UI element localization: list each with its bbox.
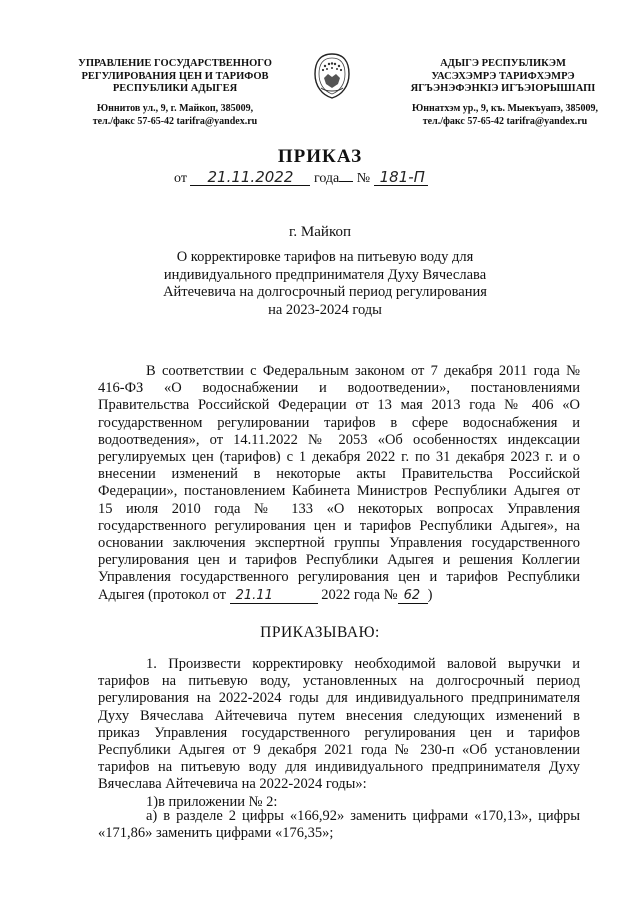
preamble-line: внесении изменений в некоторые акты Правительства Российской — [98, 466, 580, 483]
preamble-line: Правительства Российской Федерации от 13 мая 2013 года № 406 «О — [98, 397, 580, 414]
item-1-line: 1. Произвести корректировку необходимой валовой выручки и — [146, 656, 580, 672]
item-1a-paragraph — [98, 808, 580, 842]
header-right-org-line: АДЫГЭ РЕСПУБЛИКЭМ — [440, 58, 566, 69]
preamble-line: Федерации», постановлением Кабинета Министров Республики Адыгея от — [98, 483, 580, 500]
year-label: года — [313, 171, 340, 186]
preamble-line: Управления государственного регулирования цен и тарифов Республики — [98, 569, 580, 586]
header-right-org-line: ЯГЪЭНЭФЭНКІЭ ИГЪЭІОРЫШІАПІ — [410, 83, 596, 94]
header-left-org-line: РЕГУЛИРОВАНИЯ ЦЕН И ТАРИФОВ — [81, 70, 269, 82]
order-date-number-line — [174, 170, 428, 187]
header-right-org-line: УАСЭХЭМРЭ ТАРИФХЭМРЭ — [431, 70, 575, 82]
protocol-mid: 2022 года № — [321, 586, 398, 603]
item-1-line: приказ Управления государственного регулирования цен и тарифов — [98, 724, 580, 741]
preamble-line: 416-ФЗ «О водоснабжении и водоотведении», постановлениями — [98, 380, 580, 397]
from-label: от — [174, 171, 187, 186]
header-left-org-line: УПРАВЛЕНИЕ ГОСУДАРСТВЕННОГО — [78, 58, 272, 69]
item-1-line: Республики Адыгея от 9 декабря 2021 года № 230-п «Об установлении — [98, 742, 580, 759]
city: г. Майкоп — [288, 224, 352, 240]
item-1-line: Духу Вячеслава Айтечевича путем внесения следующих изменений в — [98, 707, 580, 724]
item-1-paragraph — [98, 656, 580, 811]
preamble-line: основании заключения экспертной группы Управления государственного — [98, 535, 580, 552]
preamble-line: 15 июля 2010 года № 133 «О некоторых вопросах Управления — [98, 500, 580, 517]
protocol-suffix: ) — [427, 586, 433, 603]
header-right-address-line: Юннатхэм ур., 9, къ. Мыекъуапэ, 385009, — [411, 103, 599, 114]
header-right-address-line: тел./факс 57-65-42 tarifra@yandex.ru — [422, 115, 588, 127]
subject-line: на 2023-2024 годы — [268, 301, 382, 318]
handwritten-protocol-number: 62 — [398, 588, 428, 604]
preamble-line: водоотведения», от 14.11.2022 № 2053 «Об особенностях индексации — [98, 431, 580, 448]
subject-line: индивидуального предпринимателя Духу Вячеслава — [163, 266, 487, 283]
header-left-address — [60, 103, 290, 128]
number-label: № — [356, 171, 371, 186]
handwritten-date: 21.11.2022 — [190, 170, 310, 186]
header-left-org — [60, 58, 290, 96]
header-left-org-line: РЕСПУБЛИКИ АДЫГЕЯ — [112, 83, 238, 94]
item-1-line: Вячеслава Айтечевича на 2022-2024 годы»: — [98, 776, 367, 793]
subject-line: Айтечевича на долгосрочный период регулирования — [163, 284, 487, 300]
item-1-subpoint: 1)в приложении № 2: — [146, 793, 278, 810]
preamble-line: В соответствии с Федеральным законом от 7 декабря 2011 года № — [146, 363, 580, 379]
preamble-line: государственного регулирования цен и тарифов Республики Адыгея», на — [98, 517, 580, 534]
item-1a-line: а) в разделе 2 цифры «166,92» заменить цифрами «170,13», цифры — [146, 808, 580, 824]
document-title: ПРИКАЗ — [277, 146, 363, 167]
header-left-address-line: тел./факс 57-65-42 tarifra@yandex.ru — [92, 115, 258, 127]
preamble-line: регулируемых цен (тарифов) с 1 декабря 2022 г. по 31 декабря 2023 г. и о — [98, 449, 580, 466]
handwritten-protocol-date: 21.11 — [230, 588, 318, 604]
preamble-paragraph — [98, 363, 580, 604]
item-1a-line: «171,86» заменить цифрами «176,35»; — [98, 825, 334, 842]
preamble-line: регулирования цен и тарифов Республики Адыгея и решения Коллегии — [98, 552, 580, 569]
item-1-line: тарифов на питьевую воду для индивидуального предпринимателя Духу — [98, 759, 580, 776]
coat-of-arms-icon — [312, 52, 352, 100]
item-1-line: тарифов на питьевую воду, установленных на долгосрочный период — [98, 673, 580, 690]
protocol-line — [98, 587, 580, 604]
protocol-prefix: Адыгея (протокол от — [98, 586, 226, 603]
subject-line: О корректировке тарифов на питьевую воду для — [176, 249, 474, 265]
item-1-line: регулирования на 2022-2024 годы для индивидуального предпринимателя — [98, 690, 580, 707]
header-right-address — [380, 103, 630, 128]
header-left-address-line: Юннитов ул., 9, г. Майкоп, 385009, — [96, 103, 254, 114]
header-right-org — [378, 58, 628, 96]
handwritten-number: 181-П — [374, 170, 428, 186]
order-directive: ПРИКАЗЫВАЮ: — [260, 624, 380, 641]
order-subject — [120, 249, 530, 319]
preamble-line: государственном регулировании тарифов в сфере водоснабжения и — [98, 414, 580, 431]
